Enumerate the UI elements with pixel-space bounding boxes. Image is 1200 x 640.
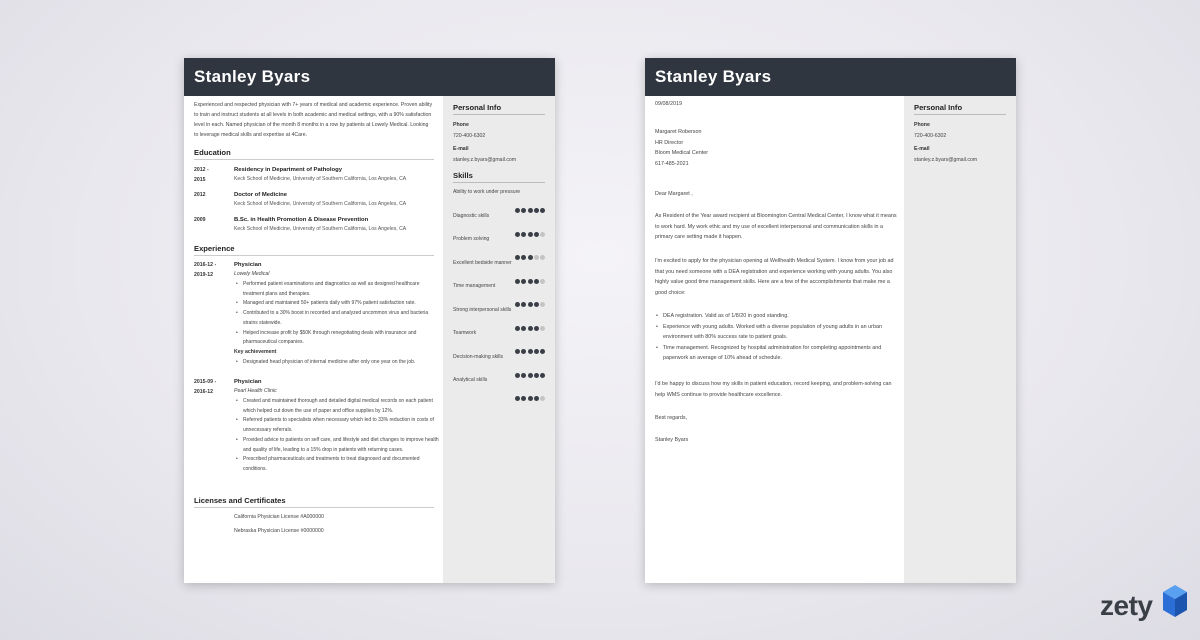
resume-header bbox=[184, 58, 555, 96]
letter-main-column bbox=[645, 96, 904, 583]
list-item: • Experience with young adults. Worked with a diverse population of young adults in an urban environment with 80% success rate to patient goals. bbox=[655, 322, 900, 343]
personal-info-heading: Personal Info bbox=[453, 103, 545, 115]
skill-name: Decision-making skills bbox=[453, 353, 504, 360]
skill-rating bbox=[514, 388, 545, 394]
list-item: • Contributed to a 30% boost in recorded and analyzed uncommon virus and bacteria strains statewide. bbox=[234, 309, 439, 329]
entry-date: 2012 bbox=[194, 192, 206, 198]
skill-rating bbox=[514, 224, 545, 230]
letter-closing: Best regards, bbox=[655, 415, 688, 421]
skill-item bbox=[453, 236, 545, 258]
skill-item bbox=[453, 330, 545, 352]
skill-item bbox=[453, 283, 545, 305]
letter-paragraph: I'm excited to apply for the physician opening at Wellhealth Medical System. I know from your job ad that you need someone with a DEA registration and experience working with young adults. You also highly value good time management skills. Here are a few of the accomplishments that make me a good choice: bbox=[655, 258, 894, 296]
skill-name: Diagnostic skills bbox=[453, 212, 490, 219]
entry-institution: Keck School of Medicine, University of Southern California, Los Angeles, CA bbox=[234, 201, 407, 208]
key-achievement-label: Key achievement bbox=[234, 349, 277, 356]
cover-letter-page bbox=[645, 58, 1016, 583]
rating-dot bbox=[515, 396, 520, 401]
entry-title: Physician bbox=[234, 379, 262, 385]
entry-institution: Keck School of Medicine, University of Southern California, Los Angeles, CA bbox=[234, 226, 407, 233]
education-heading: Education bbox=[194, 148, 434, 160]
letter-header bbox=[645, 58, 1016, 96]
letter-signature: Stanley Byars bbox=[655, 437, 689, 443]
license-item: California Physician License #A000000 bbox=[234, 514, 324, 520]
skill-item bbox=[453, 189, 545, 211]
letter-sidebar bbox=[904, 96, 1016, 583]
list-item: • Time management. Recognized by hospital administration for completing appointments and paperwork an average of 10% ahead of schedule. bbox=[655, 343, 900, 364]
entry-date: 2012 - 2015 bbox=[194, 167, 209, 184]
skill-item bbox=[453, 377, 545, 399]
skill-item bbox=[453, 260, 545, 282]
letter-date: 09/08/2019 bbox=[655, 101, 682, 107]
list-item: • Created and maintained thorough and detailed digital medical records on each patient which helped cut down the use of paper and office supplies by 12%. bbox=[234, 397, 439, 417]
letter-recipient: Margaret Roberson HR Director Bloom Medical Center 617-485-2021 bbox=[655, 129, 709, 167]
entry-title: Doctor of Medicine bbox=[234, 192, 288, 198]
skill-rating bbox=[514, 247, 545, 253]
letter-bullet-list bbox=[655, 311, 900, 364]
list-item: • Provided advice to patients on self care, and lifestyle and diet changes to improve health and quality of life, leading to a 15% drop in patients with returning cases. bbox=[234, 436, 439, 456]
phone-label: Phone bbox=[453, 122, 469, 128]
skill-name: Problem solving bbox=[453, 236, 490, 242]
skill-item bbox=[453, 307, 545, 329]
resume-page bbox=[184, 58, 555, 583]
list-item: • Helped increase profit by $50K through renegotiating deals with insurance and pharmaceutical companies. bbox=[234, 329, 439, 349]
list-item: • Performed patient examinations and diagnostics as well as designed healthcare treatment plans and therapies. bbox=[234, 280, 439, 300]
skill-rating bbox=[514, 341, 545, 347]
skill-name: Ability to work under pressure bbox=[453, 189, 521, 195]
list-item: • Referred patients to specialists when necessary which led to 33% reduction in costs of unnecessary referrals. bbox=[234, 416, 439, 436]
entry-employer: Lowely Medical bbox=[234, 271, 270, 278]
entry-employer: Pearl Health Clinic bbox=[234, 388, 277, 395]
experience-heading: Experience bbox=[194, 244, 434, 256]
logo-text: zety bbox=[1100, 590, 1153, 621]
skill-rating bbox=[514, 271, 545, 277]
email-label: E-mail bbox=[453, 146, 469, 152]
rating-dot bbox=[534, 396, 539, 401]
skill-rating bbox=[514, 365, 545, 371]
resume-sidebar bbox=[443, 96, 555, 583]
entry-date: 2016-12 - 2019-12 bbox=[194, 262, 217, 279]
rating-dot bbox=[528, 396, 533, 401]
personal-info-heading: Personal Info bbox=[914, 103, 1006, 115]
letter-paragraph: As Resident of the Year award recipient at Bloomington Central Medical Center, I know what it means to work hard. My work ethic and my use of excellent interpersonal and communication skills in a primary care setting made it happen. bbox=[655, 213, 897, 241]
entry-date: 2015-09 - 2016-12 bbox=[194, 379, 217, 396]
skill-name: Teamwork bbox=[453, 330, 477, 336]
email-value: stanley.z.byars@gmail.com bbox=[453, 157, 517, 163]
skill-rating bbox=[514, 294, 545, 300]
skill-name: Excellent bedside manner bbox=[453, 259, 512, 266]
list-item: • Prescribed pharmaceuticals and treatments to treat diagnosed and documented conditions. bbox=[234, 455, 439, 475]
entry-title: Physician bbox=[234, 262, 262, 268]
entry-title: Residency in Department of Pathology bbox=[234, 167, 343, 173]
resume-summary: Experienced and respected physician with 7+ years of medical and academic experience. Proven ability to train and instruct students at all levels in both academic and medical settings, with a 90% satisfaction level in each. Named physician of the month 8 months in a row by patients at Lowely Medical. Looking to leverage medical skills and expertise at 4Care. bbox=[194, 102, 433, 138]
skill-name: Time management bbox=[453, 283, 496, 289]
skills-heading: Skills bbox=[453, 171, 545, 183]
email-value: stanley.z.byars@gmail.com bbox=[914, 157, 978, 163]
entry-title: B.Sc. in Health Promotion & Disease Prevention bbox=[234, 217, 369, 223]
entry-institution: Keck School of Medicine, University of Southern California, Los Angeles, CA bbox=[234, 176, 407, 183]
resume-main-column bbox=[184, 96, 443, 583]
skill-name: Strong interpersonal skills bbox=[453, 306, 512, 313]
entry-date: 2009 bbox=[194, 217, 206, 223]
letter-name: Stanley Byars bbox=[655, 67, 772, 86]
phone-value: 720-400-6302 bbox=[453, 133, 486, 139]
email-label: E-mail bbox=[914, 146, 930, 152]
list-item: • Designated head physician of internal medicine after only one year on the job. bbox=[234, 358, 439, 368]
licenses-heading: Licenses and Certificates bbox=[194, 496, 434, 508]
letter-paragraph: I'd be happy to discuss how my skills in patient education, record keeping, and problem-solving can help WMS continue to provide healthcare excellence. bbox=[655, 381, 892, 398]
phone-label: Phone bbox=[914, 122, 930, 128]
phone-value: 720-400-6302 bbox=[914, 133, 947, 139]
list-item: • DEA registration. Valid as of 1/8/20 in good standing. bbox=[655, 311, 900, 322]
skill-item bbox=[453, 354, 545, 376]
cube-icon bbox=[1162, 584, 1188, 618]
rating-dot bbox=[540, 396, 545, 401]
resume-name: Stanley Byars bbox=[194, 67, 311, 86]
rating-dot bbox=[521, 396, 526, 401]
skill-rating bbox=[514, 200, 545, 206]
skill-name: Analytical skills bbox=[453, 377, 488, 383]
skill-rating bbox=[514, 318, 545, 324]
letter-greeting: Dear Margaret , bbox=[655, 191, 693, 197]
license-item: Nebraska Physician License #0000000 bbox=[234, 528, 324, 534]
skill-item bbox=[453, 213, 545, 235]
list-item: • Managed and maintained 50+ patients daily with 97% patient satisfaction rate. bbox=[234, 299, 439, 309]
